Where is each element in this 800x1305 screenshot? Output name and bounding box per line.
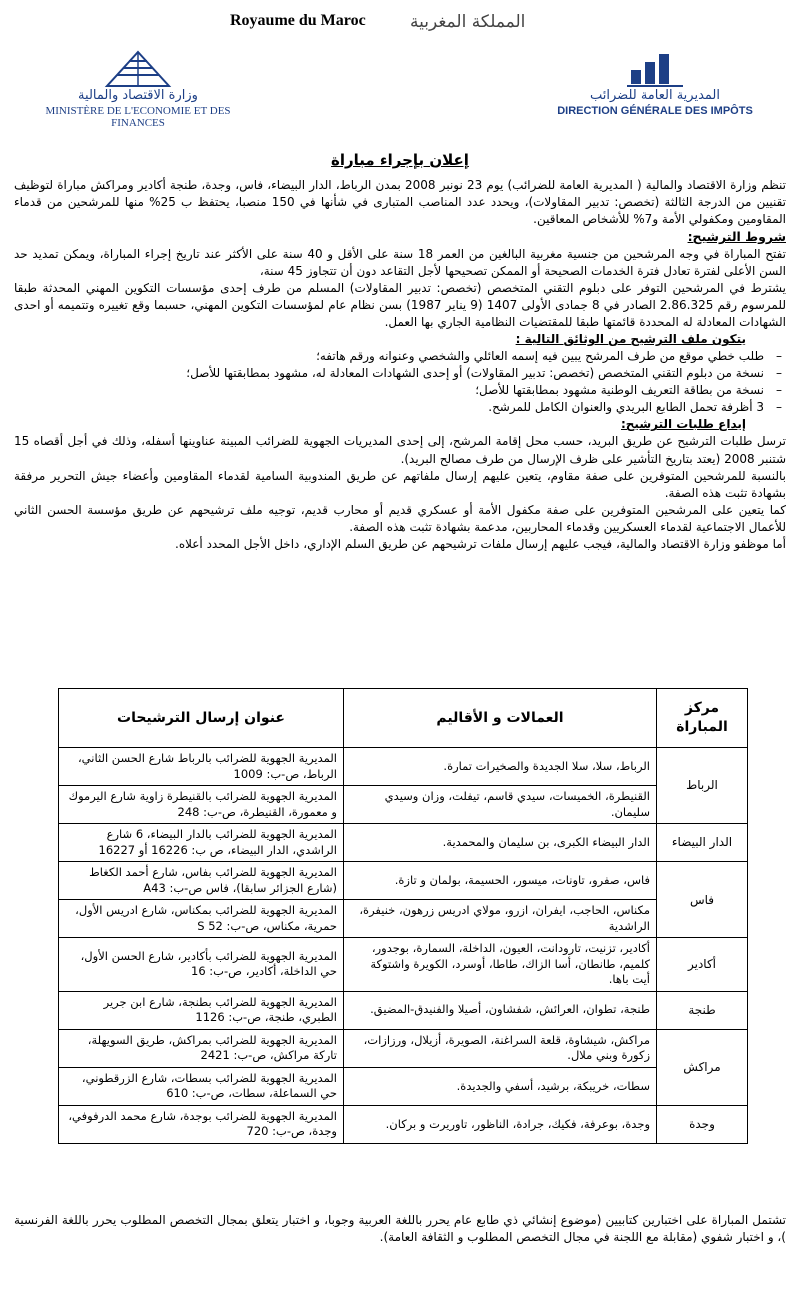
table-row: [59, 862, 748, 900]
employees-paragraph: أما موظفو وزارة الاقتصاد والمالية، فيجب عليهم إرسال ملفات ترشيحهم عن طريق السلم الإداري، داخل الأجل المحدد أعلاه.: [175, 536, 786, 551]
directorate-name-ar: المديرية العامة للضرائب: [590, 88, 720, 103]
resistance-paragraph: بالنسبة للمرشحين المتوفرين على صفة مقاوم، يتعين عليهم إرسال ملفاتهم عن طريق المندوبية السامية لقدماء المقاومين وأعضاء جيش التحرير مرفقة بشهادة تثبت هذه الصفة.: [14, 468, 786, 500]
ministry-name-ar: وزارة الاقتصاد والمالية: [78, 88, 198, 103]
deposit-paragraph: ترسل طلبات الترشيح عن طريق البريد، حسب محل إقامة المرشح، إلى إحدى المديريات الجهوية للضرائب المبينة عناوينها أسفله، وذلك في أجل أقصاه 15 شتنبر 2008 (يعتد بتاريخ التأشير على ظرف الإرسال من طرف مصالح البريد).: [14, 434, 786, 466]
table-row: [59, 824, 748, 862]
announcement-title: إعلان بإجراء مباراة: [331, 151, 469, 169]
address-cell: المديرية الجهوية للضرائب بمكناس، شارع ادريس الأول، حمرية، مكناس، ص-ب: 52 S: [59, 900, 344, 938]
provinces-cell: سطات، خريبكة، برشيد، أسفي والجديدة.: [344, 1067, 657, 1105]
center-rabat: الرباط: [657, 748, 748, 824]
table-header-row: [59, 689, 748, 748]
directorate-name-fr: DIRECTION GÉNÉRALE DES IMPÔTS: [557, 105, 753, 117]
ministry-logo: [18, 50, 258, 129]
address-cell: المديرية الجهوية للضرائب بمراكش، طريق السويهلة، تاركة مراكش، ص-ب: 2421: [59, 1029, 344, 1067]
document-item: – 3 أظرفة تحمل الطابع البريدي والعنوان الكامل للمرشح.: [14, 399, 786, 416]
center-tangier: طنجة: [657, 991, 748, 1029]
document-item: – نسخة من بطاقة التعريف الوطنية مشهود بمطابقتها للأصل؛: [14, 382, 786, 399]
address-cell: المديرية الجهوية للضرائب بالدار البيضاء، 6 شارع الراشدي، الدار البيضاء، ص ب: 16226 أو 16227: [59, 824, 344, 862]
provinces-cell: القنيطرة، الخميسات، سيدي قاسم، تيفلت، وزان وسيدي سليمان.: [344, 786, 657, 824]
table-row: [59, 748, 748, 786]
address-cell: المديرية الجهوية للضرائب بسطات، شارع الزرقطوني، حي السماعلة، سطات، ص-ب: 610: [59, 1067, 344, 1105]
header-address: عنوان إرسال الترشيحات: [59, 689, 344, 748]
address-cell: المديرية الجهوية للضرائب بفاس، شارع أحمد الكغاط (شارع الجزائر سابقا)، فاس ص-ب: A43: [59, 862, 344, 900]
center-oujda: وجدة: [657, 1105, 748, 1143]
table-row: [59, 991, 748, 1029]
exam-centers-table: [58, 688, 748, 1144]
table-row: [59, 938, 748, 992]
address-cell: المديرية الجهوية للضرائب بالرباط شارع الحسن الثاني، الرباط، ص-ب: 1009: [59, 748, 344, 786]
document-item: – نسخة من دبلوم التقني المتخصص (تخصص: تدبير المقاولات) أو إحدى الشهادات المعادلة له، مشهود بمطابقتها للأصل؛: [14, 365, 786, 382]
address-cell: المديرية الجهوية للضرائب بطنجة، شارع ابن جرير الطبري، طنجة، ص-ب: 1126: [59, 991, 344, 1029]
header-provinces: العمالات و الأقاليم: [344, 689, 657, 748]
provinces-cell: الدار البيضاء الكبرى، بن سليمان والمحمدية.: [344, 824, 657, 862]
provinces-cell: الرباط، سلا، سلا الجديدة والصخيرات تمارة.: [344, 748, 657, 786]
conditions-heading: شروط الترشيح:: [687, 229, 786, 245]
kingdom-name-fr: Royaume du Maroc: [230, 12, 366, 29]
provinces-cell: مراكش، شيشاوة، قلعة السراغنة، الصويرة، أزيلال، ورزازات، زكورة وبني ملال.: [344, 1029, 657, 1067]
kingdom-name-ar: المملكة المغربية: [410, 12, 526, 32]
documents-list: [14, 348, 786, 416]
provinces-cell: طنجة، تطوان، العرائش، شفشاون، أصيلا والفنيدق-المضيق.: [344, 991, 657, 1029]
exam-text: تشتمل المباراة على اختبارين كتابيين (موضوع إنشائي ذي طابع عام يحرر باللغة العربية وجوبا، و اختبار يتعلق بمجال التخصص المطلوب يحرر باللغة الفرنسية )، و اختبار شفوي (مقابلة مع اللجنة في مجال التخصص المطلوب و الثقافة العامة).: [14, 1213, 786, 1245]
table-row: [59, 1067, 748, 1105]
ministry-name-fr: MINISTÈRE DE L'ECONOMIE ET DES FINANCES: [45, 105, 231, 129]
intro-paragraph: تنظم وزارة الاقتصاد والمالية ( المديرية العامة للضرائب) يوم 23 نونبر 2008 بمدن الرباط، الدار البيضاء، فاس، وجدة، طنجة أكادير ومراكش مباراة لتوظيف تقنيين من الدرجة الثالثة (تخصص: تدبير المقاولات)، ويحدد عدد المناصب المتبارى في شأنها في 150 منصبا، يحتفظ ب 25% منها للمرشحين من قدماء المقاومين ومكفولي الأمة و7% للأشخاص المعاقين.: [14, 178, 787, 227]
table-row: [59, 786, 748, 824]
provinces-cell: أكادير، تزنيت، تارودانت، العيون، الداخلة، السمارة، بوجدور، كلميم، طانطان، أسا الزاك، طاطا، أوسرد، الكويرة واشتوكة أيت باها.: [344, 938, 657, 992]
address-cell: المديرية الجهوية للضرائب بأكادير، شارع الحسن الأول، حي الداخلة، أكادير، ص-ب: 16: [59, 938, 344, 992]
provinces-cell: وجدة، بوعرفة، فكيك، جرادة، الناظور، تاوريرت و بركان.: [344, 1105, 657, 1143]
center-fes: فاس: [657, 862, 748, 938]
deposit-heading: إيداع طلبات الترشيح:: [620, 417, 746, 432]
center-casablanca: الدار البيضاء: [657, 824, 748, 862]
page-header: [0, 0, 800, 130]
provinces-cell: مكناس، الحاجب، ايفران، ازرو، مولاي ادريس زرهون، خنيفرة، الراشدية: [344, 900, 657, 938]
directorate-logo: [535, 50, 775, 117]
directorate-emblem-icon: [623, 50, 687, 88]
provinces-cell: فاس، صفرو، تاونات، ميسور، الحسيمة، بولمان و تازة.: [344, 862, 657, 900]
address-cell: المديرية الجهوية للضرائب بالقنيطرة زاوية شارع اليرموك و معمورة، القنيطرة، ص-ب: 248: [59, 786, 344, 824]
document-item: – طلب خطي موقع من طرف المرشح يبين فيه إسمه العائلي والشخصي وعنوانه ورقم هاتفه؛: [14, 348, 786, 365]
center-agadir: أكادير: [657, 938, 748, 992]
table-row: [59, 900, 748, 938]
header-center: مركز المباراة: [657, 689, 748, 748]
file-heading: يتكون ملف الترشيح من الوثائق التالية :: [515, 332, 746, 347]
table-row: [59, 1105, 748, 1143]
table-row: [59, 1029, 748, 1067]
conditions-diploma-paragraph: يشترط في المرشحين التوفر على دبلوم التقني المتخصص (تخصص: تدبير المقاولات) المسلم من طرف إحدى مؤسسات التكوين المهني المحدثة طبقا للمرسوم رقم 2.86.325 الصادر في 8 جمادى الأولى 1407 (9 يناير 1987) بسن نظام عام لمؤسسات التكوين المهني، حسبما وقع تغييره وتتميمه أو احدى الشهادات المعادلة له المحددة قائمتها طبقا للمقتضيات النظامية الجاري بها العمل.: [14, 281, 786, 330]
veterans-paragraph: كما يتعين على المرشحين المتوفرين على صفة مكفول الأمة أو عسكري قديم أو محارب قديم، توجيه ملف ترشيحهم عن طريق مؤسسة الحسن الثاني للأعمال الاجتماعية لقدماء العسكريين وقدماء المحاربين، مدعمة بشهادة تثبت هذه الصفة.: [14, 502, 786, 534]
address-cell: المديرية الجهوية للضرائب بوجدة، شارع محمد الدرفوفي، وجدة، ص-ب: 720: [59, 1105, 344, 1143]
announcement-body: [14, 150, 786, 553]
center-marrakech: مراكش: [657, 1029, 748, 1105]
conditions-age-paragraph: تفتح المباراة في وجه المرشحين من جنسية مغربية البالغين من العمر 18 سنة على الأقل و 40 سنة على الأكثر عند تاريخ إجراء المباراة، ويمكن تمديد حد السن الأعلى لفترة تعادل فترة الخدمات الصحيحة أو الممكن تصحيحها لأجل التقاعد دون أن تتجاوز 45 سنة،: [14, 247, 786, 279]
exam-description: [14, 1212, 786, 1246]
ministry-emblem-icon: [103, 50, 173, 88]
